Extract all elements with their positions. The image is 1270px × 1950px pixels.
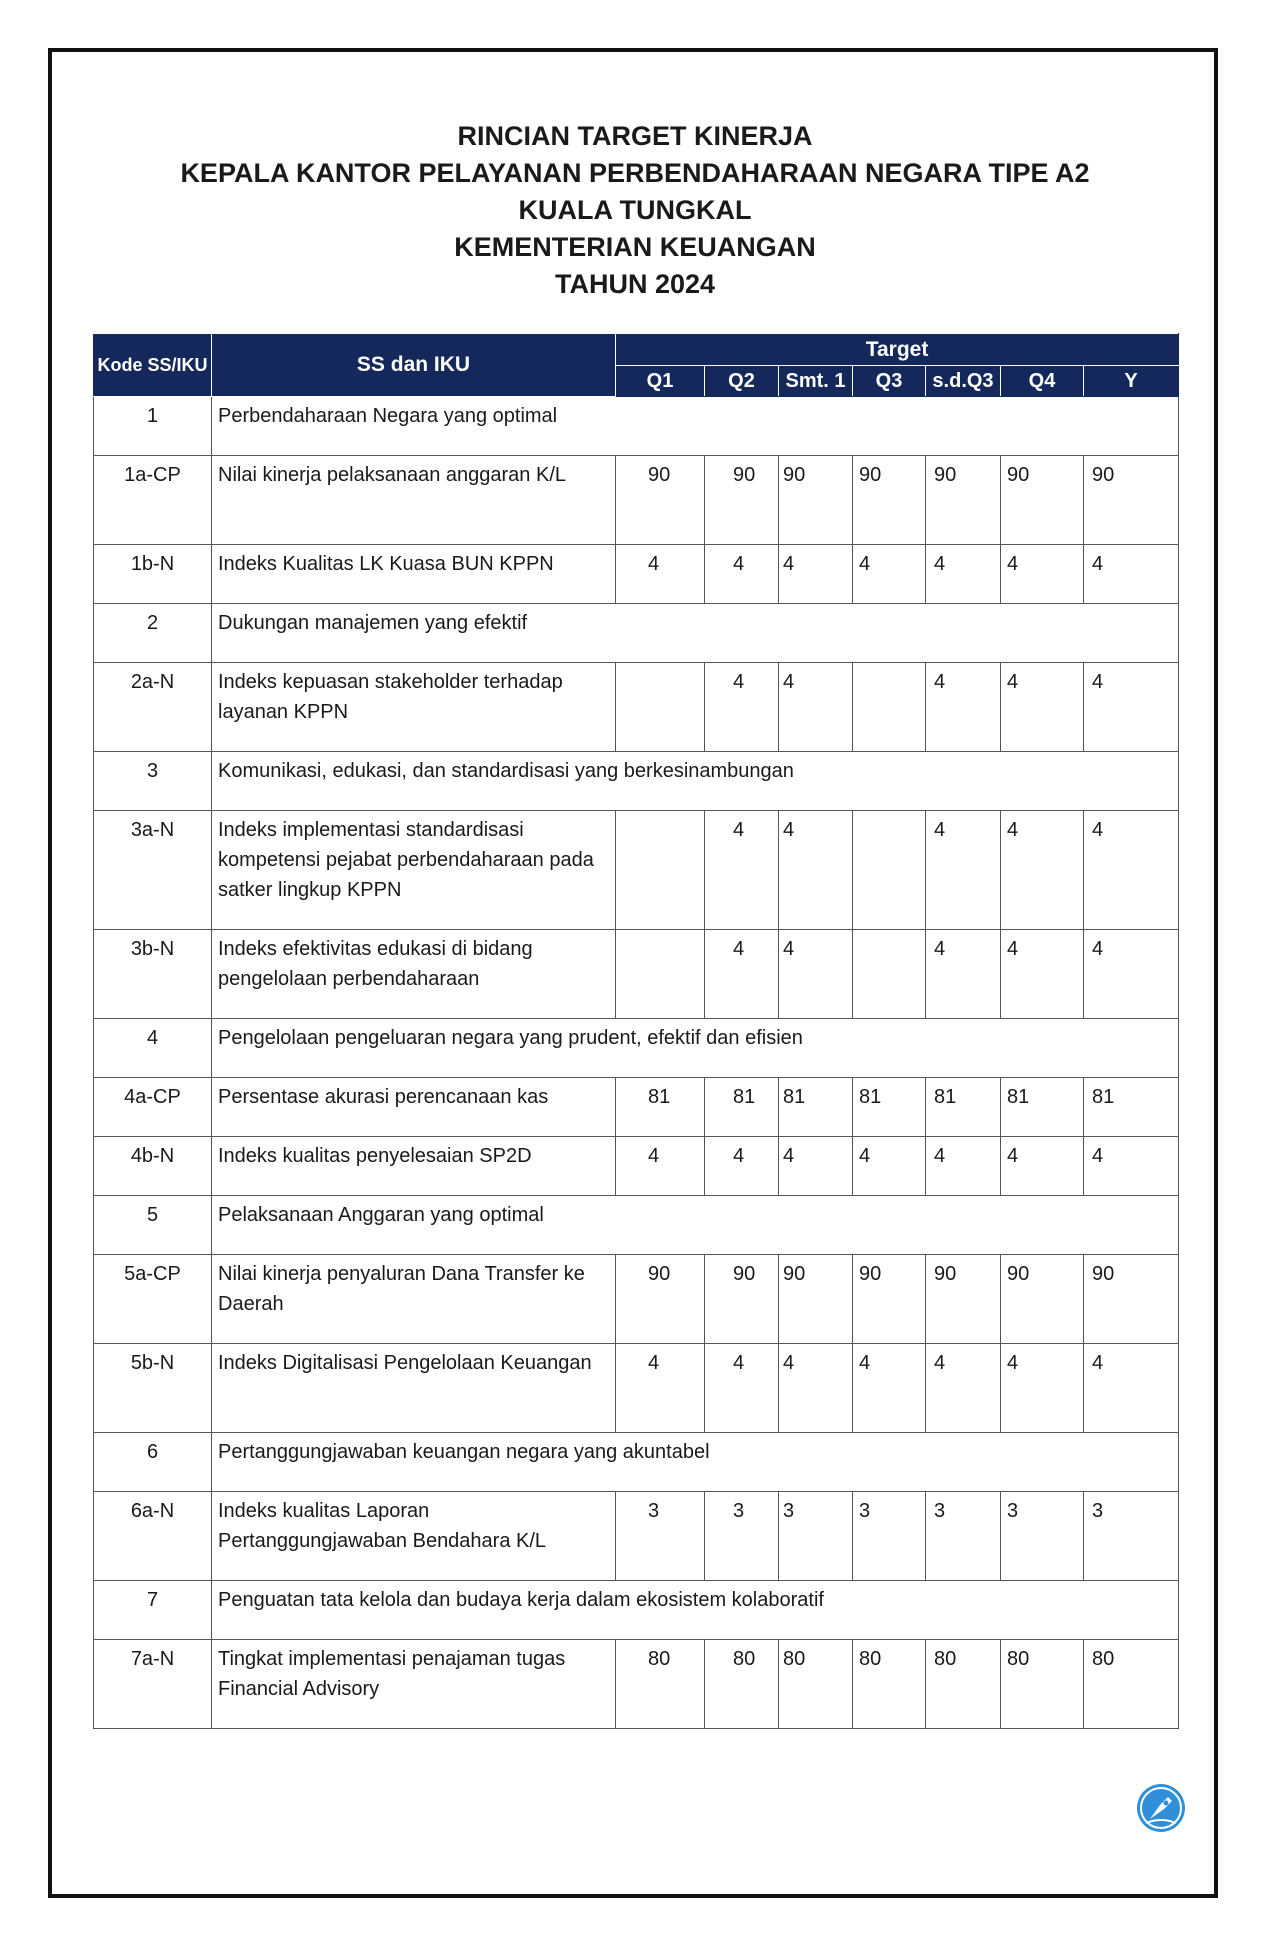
cell-q4: 3 — [1001, 1492, 1084, 1581]
cell-q4: 4 — [1001, 545, 1084, 604]
cell-q3: 80 — [853, 1640, 926, 1729]
cell-q3: 3 — [853, 1492, 926, 1581]
cell-q1 — [616, 930, 705, 1019]
cell-sdq3: 81 — [926, 1078, 1001, 1137]
row-label: Indeks Kualitas LK Kuasa BUN KPPN — [212, 545, 616, 604]
cell-y: 4 — [1084, 1344, 1179, 1433]
cell-q1: 4 — [616, 1344, 705, 1433]
row-label: Nilai kinerja penyaluran Dana Transfer ke Daerah — [212, 1255, 616, 1344]
row-label: Dukungan manajemen yang efektif — [212, 604, 1179, 663]
title-line-3: KUALA TUNGKAL — [518, 195, 752, 225]
document-title — [0, 118, 1270, 303]
row-kode: 1 — [94, 397, 212, 456]
row-kode: 6a-N — [94, 1492, 212, 1581]
cell-sdq3: 4 — [926, 1344, 1001, 1433]
cell-q3: 4 — [853, 1344, 926, 1433]
cell-q3: 90 — [853, 1255, 926, 1344]
header-kode: Kode SS/IKU — [94, 334, 212, 397]
cell-sdq3: 4 — [926, 545, 1001, 604]
cell-sdq3: 80 — [926, 1640, 1001, 1729]
row-kode: 4b-N — [94, 1137, 212, 1196]
cell-y: 4 — [1084, 545, 1179, 604]
row-label: Indeks kualitas Laporan Pertanggungjawaban Bendahara K/L — [212, 1492, 616, 1581]
cell-q2: 80 — [705, 1640, 779, 1729]
cell-y: 90 — [1084, 1255, 1179, 1344]
row-label: Pengelolaan pengeluaran negara yang prudent, efektif dan efisien — [212, 1019, 1179, 1078]
row-label: Indeks implementasi standardisasi kompetensi pejabat perbendaharaan pada satker lingkup KPPN — [212, 811, 616, 930]
cell-smt1: 4 — [779, 1344, 853, 1433]
cell-smt1: 4 — [779, 545, 853, 604]
cell-q2: 90 — [705, 456, 779, 545]
row-kode: 4a-CP — [94, 1078, 212, 1137]
row-label: Indeks kepuasan stakeholder terhadap layanan KPPN — [212, 663, 616, 752]
cell-sdq3: 3 — [926, 1492, 1001, 1581]
title-line-2: KEPALA KANTOR PELAYANAN PERBENDAHARAAN NEGARA TIPE A2 — [180, 158, 1090, 188]
table-row — [94, 1196, 1179, 1255]
row-label: Nilai kinerja pelaksanaan anggaran K/L — [212, 456, 616, 545]
row-label: Tingkat implementasi penajaman tugas Financial Advisory — [212, 1640, 616, 1729]
table-row — [94, 1078, 1179, 1137]
cell-q1: 81 — [616, 1078, 705, 1137]
table-row — [94, 456, 1179, 545]
cell-sdq3: 4 — [926, 811, 1001, 930]
row-kode: 7 — [94, 1581, 212, 1640]
cell-sdq3: 90 — [926, 456, 1001, 545]
pen-nib-logo-icon — [1136, 1783, 1186, 1833]
title-line-5: TAHUN 2024 — [554, 269, 716, 299]
cell-q3: 81 — [853, 1078, 926, 1137]
cell-y: 4 — [1084, 1137, 1179, 1196]
row-kode: 1a-CP — [94, 456, 212, 545]
cell-q4: 80 — [1001, 1640, 1084, 1729]
row-label: Komunikasi, edukasi, dan standardisasi yang berkesinambungan — [212, 752, 1179, 811]
cell-y: 4 — [1084, 930, 1179, 1019]
cell-q3 — [853, 663, 926, 752]
cell-q1: 3 — [616, 1492, 705, 1581]
cell-q1 — [616, 811, 705, 930]
cell-smt1: 81 — [779, 1078, 853, 1137]
cell-q1: 90 — [616, 456, 705, 545]
table-row — [94, 1137, 1179, 1196]
cell-q2: 4 — [705, 1344, 779, 1433]
cell-q2: 4 — [705, 545, 779, 604]
cell-sdq3: 90 — [926, 1255, 1001, 1344]
table-row — [94, 1019, 1179, 1078]
table-row — [94, 930, 1179, 1019]
cell-y: 4 — [1084, 663, 1179, 752]
header-y: Y — [1084, 366, 1179, 397]
cell-smt1: 4 — [779, 1137, 853, 1196]
target-table — [93, 333, 1179, 1729]
header-q1: Q1 — [616, 366, 705, 397]
table-row — [94, 1640, 1179, 1729]
cell-smt1: 3 — [779, 1492, 853, 1581]
row-kode: 5b-N — [94, 1344, 212, 1433]
cell-sdq3: 4 — [926, 663, 1001, 752]
cell-y: 81 — [1084, 1078, 1179, 1137]
cell-smt1: 4 — [779, 663, 853, 752]
cell-q2: 90 — [705, 1255, 779, 1344]
cell-q3 — [853, 811, 926, 930]
table-row — [94, 752, 1179, 811]
table-row — [94, 1433, 1179, 1492]
title-line-1: RINCIAN TARGET KINERJA — [457, 121, 813, 151]
cell-q2: 3 — [705, 1492, 779, 1581]
cell-smt1: 4 — [779, 930, 853, 1019]
cell-q2: 4 — [705, 811, 779, 930]
header-q2: Q2 — [705, 366, 779, 397]
cell-smt1: 4 — [779, 811, 853, 930]
cell-q3: 90 — [853, 456, 926, 545]
cell-smt1: 90 — [779, 1255, 853, 1344]
cell-q4: 90 — [1001, 456, 1084, 545]
cell-q4: 81 — [1001, 1078, 1084, 1137]
row-kode: 2a-N — [94, 663, 212, 752]
cell-q3: 4 — [853, 545, 926, 604]
table-row — [94, 397, 1179, 456]
row-label: Indeks kualitas penyelesaian SP2D — [212, 1137, 616, 1196]
cell-q4: 4 — [1001, 1137, 1084, 1196]
cell-q3: 4 — [853, 1137, 926, 1196]
row-label: Persentase akurasi perencanaan kas — [212, 1078, 616, 1137]
table-row — [94, 1581, 1179, 1640]
row-label: Pertanggungjawaban keuangan negara yang akuntabel — [212, 1433, 1179, 1492]
title-line-4: KEMENTERIAN KEUANGAN — [454, 232, 816, 262]
row-kode: 1b-N — [94, 545, 212, 604]
cell-q2: 4 — [705, 930, 779, 1019]
table-row — [94, 1492, 1179, 1581]
cell-sdq3: 4 — [926, 1137, 1001, 1196]
table-row — [94, 604, 1179, 663]
cell-q2: 81 — [705, 1078, 779, 1137]
cell-y: 3 — [1084, 1492, 1179, 1581]
cell-q4: 4 — [1001, 930, 1084, 1019]
row-kode: 7a-N — [94, 1640, 212, 1729]
cell-q2: 4 — [705, 1137, 779, 1196]
row-kode: 3 — [94, 752, 212, 811]
cell-q4: 4 — [1001, 811, 1084, 930]
cell-q1: 4 — [616, 1137, 705, 1196]
cell-q1: 90 — [616, 1255, 705, 1344]
cell-q1: 80 — [616, 1640, 705, 1729]
cell-sdq3: 4 — [926, 930, 1001, 1019]
cell-y: 90 — [1084, 456, 1179, 545]
cell-q4: 4 — [1001, 1344, 1084, 1433]
row-label: Pelaksanaan Anggaran yang optimal — [212, 1196, 1179, 1255]
table-row — [94, 663, 1179, 752]
cell-q2: 4 — [705, 663, 779, 752]
row-kode: 3a-N — [94, 811, 212, 930]
cell-q4: 4 — [1001, 663, 1084, 752]
header-q3: Q3 — [853, 366, 926, 397]
header-sdq3: s.d.Q3 — [926, 366, 1001, 397]
table-row — [94, 811, 1179, 930]
row-kode: 2 — [94, 604, 212, 663]
cell-smt1: 80 — [779, 1640, 853, 1729]
header-q4: Q4 — [1001, 366, 1084, 397]
header-smt1: Smt. 1 — [779, 366, 853, 397]
row-kode: 3b-N — [94, 930, 212, 1019]
row-kode: 6 — [94, 1433, 212, 1492]
table-row — [94, 545, 1179, 604]
row-label: Penguatan tata kelola dan budaya kerja dalam ekosistem kolaboratif — [212, 1581, 1179, 1640]
row-label: Indeks Digitalisasi Pengelolaan Keuangan — [212, 1344, 616, 1433]
table-row — [94, 1344, 1179, 1433]
cell-q4: 90 — [1001, 1255, 1084, 1344]
header-target: Target — [616, 334, 1179, 366]
row-kode: 4 — [94, 1019, 212, 1078]
table-row — [94, 1255, 1179, 1344]
cell-smt1: 90 — [779, 456, 853, 545]
cell-q1: 4 — [616, 545, 705, 604]
cell-y: 4 — [1084, 811, 1179, 930]
row-kode: 5 — [94, 1196, 212, 1255]
row-kode: 5a-CP — [94, 1255, 212, 1344]
row-label: Perbendaharaan Negara yang optimal — [212, 397, 1179, 456]
header-ss-iku: SS dan IKU — [212, 334, 616, 397]
row-label: Indeks efektivitas edukasi di bidang pengelolaan perbendaharaan — [212, 930, 616, 1019]
cell-y: 80 — [1084, 1640, 1179, 1729]
cell-q3 — [853, 930, 926, 1019]
cell-q1 — [616, 663, 705, 752]
